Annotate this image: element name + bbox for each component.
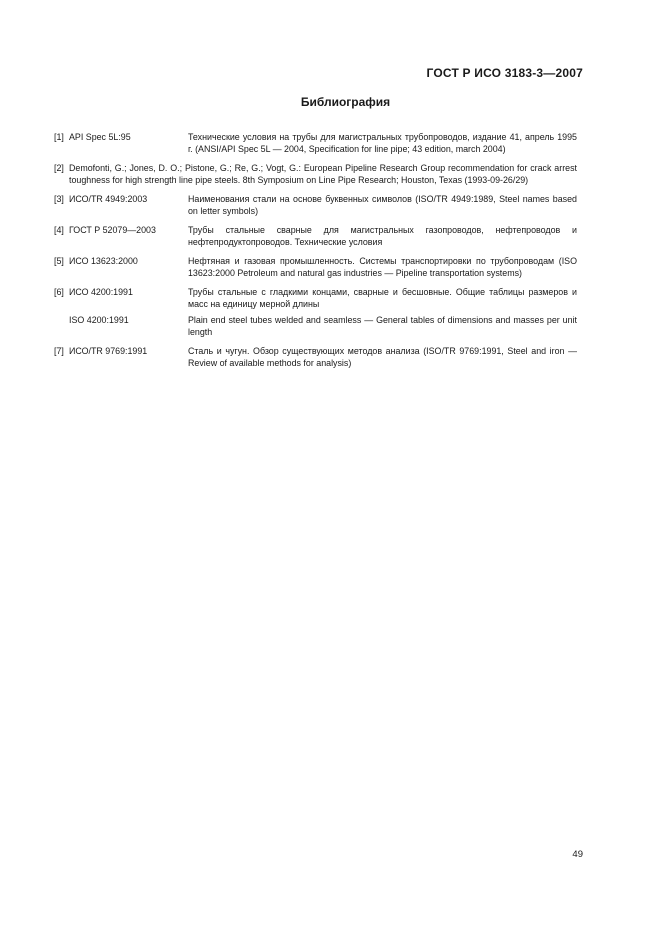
page-title: Библиография [300,95,391,109]
document-code: ГОСТ Р ИСО 3183-3—2007 [426,66,583,80]
reference-source: ИСО 4200:1991 [69,287,133,297]
reference-source: ISO 4200:1991 [69,315,129,325]
reference-text: Demofonti, G.; Jones, D. O.; Pistone, G.; Re, G.; Vogt, G.: European Pipeline Research Group recommendation for crack arrest toughness for high strength line pipe steels. 8th Symposium on Line Pipe Research; Houston, Texas (1993-09-26/29) [69,163,577,185]
reference-text: Нефтяная и газовая промышленность. Системы транспортировки по трубопроводам (ISO 13623:2000 Petroleum and natural gas industries — Pipeline transportation systems) [188,256,577,278]
reference-number: [4] [54,225,64,235]
reference-text: Сталь и чугун. Обзор существующих методов анализа (ISO/TR 9769:1991, Steel and iron — Review of available methods for analysis) [188,346,577,368]
reference-item-6 [54,286,577,310]
reference-source: API Spec 5L:95 [69,132,131,142]
page-number: 49 [572,849,583,860]
reference-item-4 [54,224,577,248]
reference-text: Технические условия на трубы для магистральных трубопроводов, издание 41, апрель 1995 г. (ANSI/API Spec 5L — 2004, Specification for line pipe; 43 edition, march 2004) [188,132,577,154]
reference-text: Наименования стали на основе буквенных символов (ISO/TR 4949:1989, Steel names based on letter symbols) [188,194,577,216]
reference-item-5 [54,255,577,279]
reference-source: ИСО 13623:2000 [69,256,138,266]
reference-number: [7] [54,346,64,356]
reference-source: ИСО/TR 9769:1991 [69,346,148,356]
reference-number: [3] [54,194,64,204]
reference-text: Plain end steel tubes welded and seamless — General tables of dimensions and masses per unit length [188,315,577,337]
reference-text: Трубы стальные сварные для магистральных газопроводов, нефтепроводов и нефтепродуктопроводов. Технические условия [188,225,577,247]
reference-item-1 [54,131,577,155]
reference-number: [5] [54,256,64,266]
reference-number: [1] [54,132,64,142]
reference-source: ИСО/TR 4949:2003 [69,194,148,204]
reference-text: Трубы стальные с гладкими концами, сварные и бесшовные. Общие таблицы размеров и масс на единицу мерной длины [188,287,577,309]
reference-source: ГОСТ Р 52079—2003 [69,225,156,235]
reference-number: [2] [54,163,64,173]
reference-number: [6] [54,287,64,297]
reference-item-6-iso [54,314,577,338]
bibliography-list [54,131,577,376]
reference-item-3 [54,193,577,217]
reference-item-7 [54,345,577,369]
reference-item-2 [54,162,577,186]
